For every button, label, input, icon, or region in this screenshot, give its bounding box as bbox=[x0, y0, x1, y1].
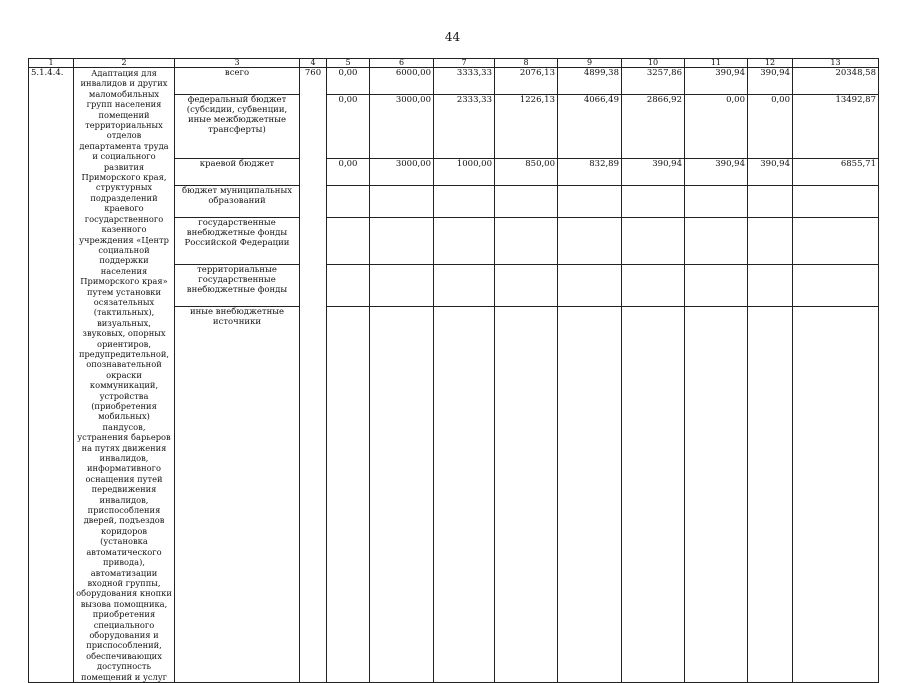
table-cell: 20348,58 bbox=[793, 68, 879, 95]
table-cell bbox=[327, 306, 370, 682]
table-cell bbox=[793, 218, 879, 265]
table-cell bbox=[793, 186, 879, 218]
table-cell: 390,94 bbox=[748, 68, 793, 95]
table-cell bbox=[495, 186, 558, 218]
table-cell bbox=[622, 306, 685, 682]
table-cell: 0,00 bbox=[327, 68, 370, 95]
table-cell bbox=[434, 186, 495, 218]
measure-description: Адаптация для инвалидов и других маломобильных групп населения помещений территориальных отделов департамента труда и социального развития Приморского края, структурных подразделений краевого государственного казенного учреждения «Центр социальной поддержки населения Приморского края» путем установки осязательных (тактильных), визуальных, звуковых, опорных ориентиров, предупредительной, опознавательной окраски коммуникаций, устройства (приобретения мобильных) пандусов, устранения барьеров на путях движения инвалидов, информативного оснащения путей передвижения инвалидов, приспособления дверей, подъездов коридоров (установка автоматического привода), автоматизации входной группы, оборудования кнопки вызова помощника, приобретения специального оборудования и приспособлений, обеспечивающих доступность помещений и услуг bbox=[74, 68, 175, 683]
table-cell bbox=[495, 306, 558, 682]
table-cell bbox=[685, 264, 748, 306]
table-cell: 3000,00 bbox=[370, 95, 434, 159]
table-cell bbox=[370, 218, 434, 265]
table-cell bbox=[748, 264, 793, 306]
table-cell bbox=[685, 218, 748, 265]
column-number: 11 bbox=[685, 59, 748, 68]
table-cell: 1226,13 bbox=[495, 95, 558, 159]
column-number: 7 bbox=[434, 59, 495, 68]
table-cell: 1000,00 bbox=[434, 159, 495, 186]
column-number: 3 bbox=[175, 59, 300, 68]
funding-source: государственные внебюджетные фонды Российской Федерации bbox=[175, 218, 300, 265]
table-cell: 3000,00 bbox=[370, 159, 434, 186]
table-cell bbox=[558, 264, 622, 306]
column-number: 4 bbox=[300, 59, 327, 68]
table-cell bbox=[370, 264, 434, 306]
column-number: 12 bbox=[748, 59, 793, 68]
table-cell: 2333,33 bbox=[434, 95, 495, 159]
table-cell bbox=[622, 186, 685, 218]
budget-code: 760 bbox=[300, 68, 327, 683]
column-number: 1 bbox=[29, 59, 74, 68]
table-cell bbox=[622, 218, 685, 265]
table-cell: 2076,13 bbox=[495, 68, 558, 95]
table-cell bbox=[370, 186, 434, 218]
table-cell bbox=[434, 306, 495, 682]
table-cell bbox=[558, 186, 622, 218]
table-cell: 832,89 bbox=[558, 159, 622, 186]
table-cell bbox=[558, 218, 622, 265]
page-number: 44 bbox=[444, 30, 461, 44]
table-cell: 3333,33 bbox=[434, 68, 495, 95]
funding-source: федеральный бюджет (субсидии, субвенции, иные межбюджетные трансферты) bbox=[175, 95, 300, 159]
table-cell bbox=[370, 306, 434, 682]
table-row bbox=[29, 68, 879, 95]
table-cell bbox=[748, 218, 793, 265]
table-cell bbox=[622, 264, 685, 306]
table-cell: 390,94 bbox=[748, 159, 793, 186]
table-cell bbox=[748, 186, 793, 218]
column-number: 13 bbox=[793, 59, 879, 68]
table-cell: 390,94 bbox=[685, 159, 748, 186]
table-cell bbox=[434, 218, 495, 265]
funding-source: краевой бюджет bbox=[175, 159, 300, 186]
column-number: 8 bbox=[495, 59, 558, 68]
table-cell bbox=[327, 218, 370, 265]
table-cell: 3257,86 bbox=[622, 68, 685, 95]
table-cell bbox=[434, 264, 495, 306]
column-number: 5 bbox=[327, 59, 370, 68]
table-cell: 4899,38 bbox=[558, 68, 622, 95]
table-cell: 850,00 bbox=[495, 159, 558, 186]
measure-code: 5.1.4.4. bbox=[29, 68, 74, 683]
table-cell bbox=[748, 306, 793, 682]
column-number: 6 bbox=[370, 59, 434, 68]
table-cell bbox=[495, 264, 558, 306]
table-cell bbox=[558, 306, 622, 682]
table-cell bbox=[793, 264, 879, 306]
table-cell bbox=[793, 306, 879, 682]
table-cell bbox=[495, 218, 558, 265]
table-cell: 4066,49 bbox=[558, 95, 622, 159]
table-cell: 390,94 bbox=[685, 68, 748, 95]
financing-table bbox=[28, 58, 879, 683]
column-number: 9 bbox=[558, 59, 622, 68]
funding-source: бюджет муниципальных образований bbox=[175, 186, 300, 218]
table-cell bbox=[685, 186, 748, 218]
table-cell: 0,00 bbox=[748, 95, 793, 159]
table-cell: 13492,87 bbox=[793, 95, 879, 159]
table-cell: 390,94 bbox=[622, 159, 685, 186]
column-number: 2 bbox=[74, 59, 175, 68]
table-cell: 0,00 bbox=[327, 95, 370, 159]
table-cell bbox=[685, 306, 748, 682]
table-cell: 2866,92 bbox=[622, 95, 685, 159]
table-cell: 6000,00 bbox=[370, 68, 434, 95]
table-cell: 0,00 bbox=[685, 95, 748, 159]
table-cell: 6855,71 bbox=[793, 159, 879, 186]
column-number: 10 bbox=[622, 59, 685, 68]
funding-source: всего bbox=[175, 68, 300, 95]
table-cell: 0,00 bbox=[327, 159, 370, 186]
funding-source: территориальные государственные внебюджетные фонды bbox=[175, 264, 300, 306]
table-cell bbox=[327, 186, 370, 218]
funding-source: иные внебюджетные источники bbox=[175, 306, 300, 682]
table-cell bbox=[327, 264, 370, 306]
column-number-row bbox=[29, 59, 879, 68]
